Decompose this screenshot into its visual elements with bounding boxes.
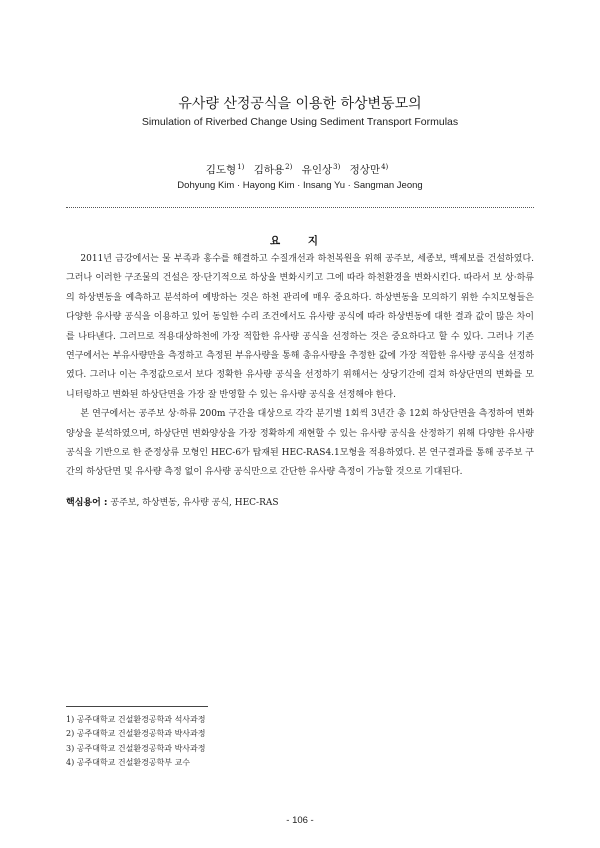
author-footnote-mark: 3) — [333, 162, 341, 171]
keywords-line — [66, 495, 534, 508]
footnotes — [66, 713, 366, 770]
footnote-item: 1) 공주대학교 건설환경공학과 석사과정 — [66, 715, 206, 724]
abstract-paragraph: 본 연구에서는 공주보 상·하류 200m 구간을 대상으로 각각 분기별 1회씩 3년간 총 12회 하상단면을 측정하여 변화양상을 분석하였으며, 하상단면 변화양상을 가장 정확하게 재현할 수 있는 유사량 공식을 산정하기 위해 다양한 유사량 공식을 기반으로 한 준정상류 모형인 HEC-6가 탑재된 HEC-RAS4.1모형을 적용하였다. 본 연구결과를 통해 공주보 구간의 하상단면 및 유사량 측정 없이 유사량 공식만으로 간단한 유사량 측정이 가능할 것으로 기대된다. — [66, 409, 534, 478]
author-footnote-mark: 4) — [381, 162, 389, 171]
footnote-item: 2) 공주대학교 건설환경공학과 박사과정 — [66, 729, 206, 739]
author-name: 유인상 — [301, 164, 333, 176]
author-list-english: Dohyung Kim · Hayong Kim · Insang Yu · Sangman Jeong — [177, 180, 423, 191]
page-number: - 106 - — [286, 815, 314, 826]
dotted-divider — [66, 207, 534, 208]
author-list-korean — [0, 162, 600, 177]
abstract-body — [66, 250, 534, 483]
paper-title-korean: 유사량 산정공식을 이용한 하상변동모의 — [178, 96, 422, 112]
footnote-rule — [66, 706, 208, 707]
abstract-heading: 요 지 — [270, 235, 330, 247]
author-footnote-mark: 2) — [285, 162, 293, 171]
author-name: 김도형 — [205, 164, 237, 176]
author-name: 김하용 — [253, 164, 285, 176]
abstract-paragraph: 2011년 금강에서는 물 부족과 홍수를 해결하고 수질개선과 하천복원을 위해 공주보, 세종보, 백제보를 건설하였다. 그러나 이러한 구조물의 건설은 장·단기적으로 하상을 변화시키고 그에 따라 하천환경을 변화시킨다. 따라서 보 상·하류의 하상변동을 예측하고 분석하여 예방하는 것은 하천 관리에 매우 중요하다. 하상변동을 모의하기 위한 수치모형들은 다양한 유사량 공식을 이용하고 있어 동일한 수리 조건에서도 유사량 공식에 따라 하상변동에 대한 결과 값이 많은 차이를 나타낸다. 그러므로 적용대상하천에 가장 적합한 유사량 공식을 선정하는 것은 중요하다고 할 수 있다. 그러나 기존 연구에서는 부유사량만을 측정하고 측정된 부유사량을 통해 총유사량을 추정한 값에 가장 적합한 유사량 공식을 선정하였다. 그러나 이는 추정값으로서 보다 정확한 유사량 공식을 선정하기 위해서는 상당기간에 걸쳐 하상단면의 변화를 모니터링하고 변화된 하상단면을 가장 잘 반영할 수 있는 유사량 공식을 선정해야 한다. — [66, 254, 534, 400]
author-name: 정상만 — [349, 164, 381, 176]
author-footnote-mark: 1) — [237, 162, 245, 171]
footnote-item: 3) 공주대학교 건설환경공학과 박사과정 — [66, 743, 206, 753]
paper-title-english: Simulation of Riverbed Change Using Sediment Transport Formulas — [141, 116, 459, 128]
keywords-label: 핵심용어 : — [66, 498, 108, 508]
keywords-values: 공주보, 하상변동, 유사량 공식, HEC-RAS — [110, 498, 279, 508]
footnote-item: 4) 공주대학교 건설환경공학부 교수 — [66, 757, 191, 767]
